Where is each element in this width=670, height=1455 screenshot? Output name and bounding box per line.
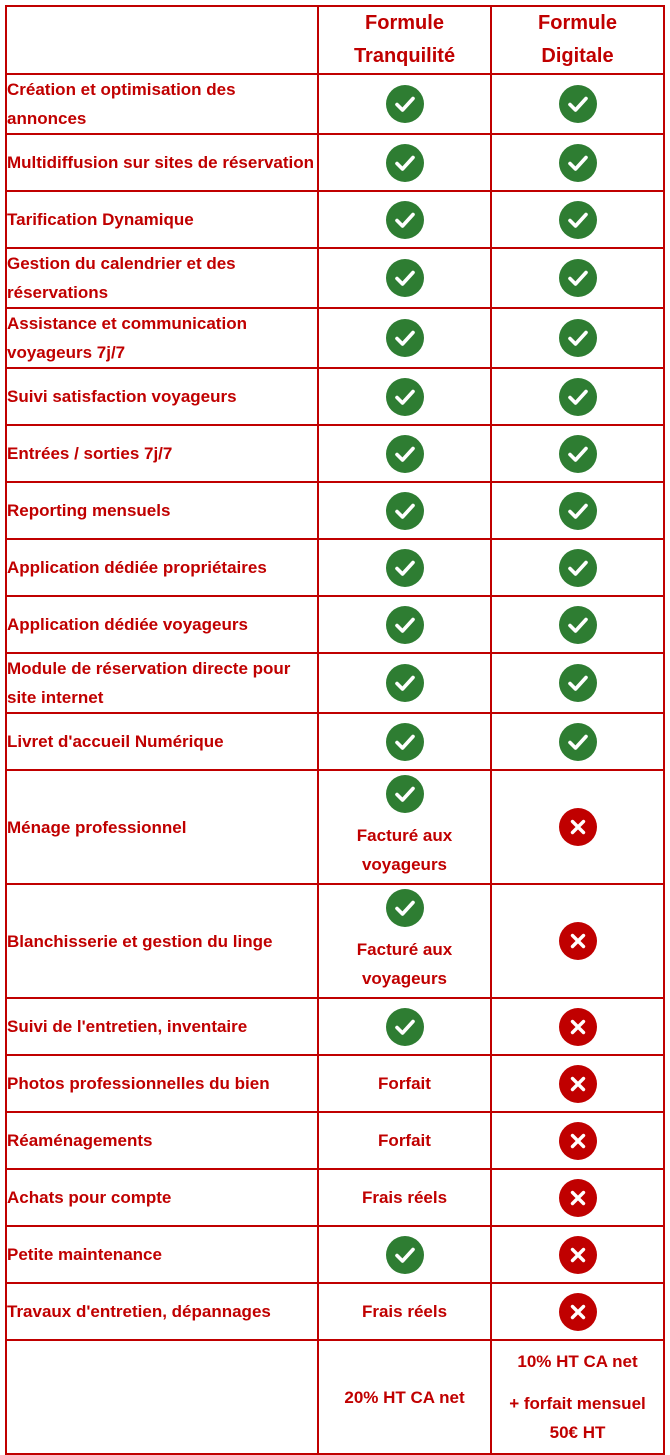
tranquilite-cell <box>318 74 491 134</box>
pricing-line: 50€ HT <box>549 1423 606 1442</box>
digitale-cell <box>491 134 664 191</box>
header-line: Digitale <box>541 45 614 67</box>
table-row <box>6 191 664 248</box>
table-row <box>6 770 664 884</box>
check-icon <box>559 606 597 644</box>
feature-label: Reporting mensuels <box>6 482 318 539</box>
digitale-cell <box>491 368 664 425</box>
cross-icon <box>559 1179 597 1217</box>
table-row <box>6 248 664 308</box>
tranquilite-cell <box>318 482 491 539</box>
cell-value-text: Forfait <box>378 1131 431 1150</box>
pricing-line: 10% HT CA net <box>517 1352 638 1371</box>
table-row <box>6 74 664 134</box>
table-row <box>6 596 664 653</box>
digitale-cell <box>491 998 664 1055</box>
table-row <box>6 884 664 998</box>
mark-with-note <box>319 775 490 879</box>
check-icon <box>559 723 597 761</box>
tranquilite-cell <box>318 884 491 998</box>
check-icon <box>386 259 424 297</box>
tranquilite-cell <box>318 653 491 713</box>
check-icon <box>386 201 424 239</box>
table-row <box>6 134 664 191</box>
digitale-cell <box>491 539 664 596</box>
cross-icon <box>559 1122 597 1160</box>
cell-value-text: Forfait <box>378 1074 431 1093</box>
tranquilite-cell <box>318 134 491 191</box>
table-row <box>6 1169 664 1226</box>
feature-label: Tarification Dynamique <box>6 191 318 248</box>
check-icon <box>386 378 424 416</box>
digitale-cell <box>491 425 664 482</box>
digitale-cell <box>491 596 664 653</box>
cell-note: Facturé aux <box>356 940 453 959</box>
feature-label: Assistance et communication voyageurs 7j/7 <box>6 308 318 368</box>
header-formule-digitale <box>491 6 664 74</box>
feature-label: Multidiffusion sur sites de réservation <box>6 134 318 191</box>
digitale-cell <box>491 1055 664 1112</box>
check-icon <box>559 144 597 182</box>
cross-icon <box>559 1008 597 1046</box>
header-line: Formule <box>538 12 617 34</box>
table-row <box>6 998 664 1055</box>
check-icon <box>559 549 597 587</box>
feature-label: Petite maintenance <box>6 1226 318 1283</box>
check-icon <box>386 664 424 702</box>
check-icon <box>559 259 597 297</box>
cell-note: voyageurs <box>361 855 448 874</box>
cell-value-text: Frais réels <box>361 1188 448 1207</box>
pricing-digitale <box>491 1340 664 1454</box>
tranquilite-cell <box>318 713 491 770</box>
check-icon <box>559 319 597 357</box>
check-icon <box>559 85 597 123</box>
digitale-cell <box>491 308 664 368</box>
header-formule-tranquilite <box>318 6 491 74</box>
table-row <box>6 368 664 425</box>
table-row <box>6 1226 664 1283</box>
check-icon <box>386 85 424 123</box>
digitale-cell <box>491 713 664 770</box>
feature-label: Gestion du calendrier et des réservations <box>6 248 318 308</box>
check-icon <box>559 664 597 702</box>
cell-note: voyageurs <box>361 969 448 988</box>
check-icon <box>559 201 597 239</box>
check-icon <box>386 435 424 473</box>
table-row <box>6 1283 664 1340</box>
check-icon <box>386 319 424 357</box>
feature-label: Suivi de l'entretien, inventaire <box>6 998 318 1055</box>
cell-value-text: Frais réels <box>361 1302 448 1321</box>
digitale-cell <box>491 482 664 539</box>
cross-icon <box>559 808 597 846</box>
table-row <box>6 1112 664 1169</box>
pricing-row <box>6 1340 664 1454</box>
tranquilite-cell <box>318 1226 491 1283</box>
feature-label: Achats pour compte <box>6 1169 318 1226</box>
tranquilite-cell <box>318 998 491 1055</box>
digitale-cell <box>491 1169 664 1226</box>
check-icon <box>386 889 424 927</box>
digitale-cell <box>491 74 664 134</box>
digitale-cell <box>491 653 664 713</box>
table-row <box>6 539 664 596</box>
digitale-cell <box>491 191 664 248</box>
check-icon <box>386 492 424 530</box>
mark-with-note <box>319 889 490 993</box>
feature-label: Ménage professionnel <box>6 770 318 884</box>
feature-label: Réaménagements <box>6 1112 318 1169</box>
feature-label: Application dédiée voyageurs <box>6 596 318 653</box>
tranquilite-cell <box>318 425 491 482</box>
tranquilite-cell <box>318 368 491 425</box>
check-icon <box>386 775 424 813</box>
feature-label: Entrées / sorties 7j/7 <box>6 425 318 482</box>
check-icon <box>559 378 597 416</box>
check-icon <box>386 606 424 644</box>
check-icon <box>386 1236 424 1274</box>
cell-note: Facturé aux <box>356 826 453 845</box>
tranquilite-cell <box>318 1055 491 1112</box>
header-line: Tranquilité <box>353 45 456 67</box>
header-line: Formule <box>365 12 444 34</box>
digitale-cell <box>491 1226 664 1283</box>
digitale-cell <box>491 1283 664 1340</box>
cross-icon <box>559 1065 597 1103</box>
feature-label: Module de réservation directe pour site internet <box>6 653 318 713</box>
tranquilite-cell <box>318 191 491 248</box>
check-icon <box>559 492 597 530</box>
tranquilite-cell <box>318 1283 491 1340</box>
tranquilite-cell <box>318 596 491 653</box>
tranquilite-cell <box>318 248 491 308</box>
tranquilite-cell <box>318 1169 491 1226</box>
digitale-cell <box>491 770 664 884</box>
tranquilite-cell <box>318 1112 491 1169</box>
check-icon <box>386 1008 424 1046</box>
feature-label: Blanchisserie et gestion du linge <box>6 884 318 998</box>
cross-icon <box>559 1293 597 1331</box>
table-row <box>6 482 664 539</box>
header-empty-cell <box>6 6 318 74</box>
digitale-cell <box>491 884 664 998</box>
digitale-cell <box>491 248 664 308</box>
cross-icon <box>559 922 597 960</box>
feature-label: Application dédiée propriétaires <box>6 539 318 596</box>
pricing-line: + forfait mensuel <box>509 1394 646 1413</box>
digitale-cell <box>491 1112 664 1169</box>
header-row <box>6 6 664 74</box>
table-row <box>6 308 664 368</box>
table-row <box>6 425 664 482</box>
pricing-tranquilite <box>318 1340 491 1454</box>
check-icon <box>386 723 424 761</box>
feature-label: Suivi satisfaction voyageurs <box>6 368 318 425</box>
cross-icon <box>559 1236 597 1274</box>
table-row <box>6 713 664 770</box>
check-icon <box>386 144 424 182</box>
table-row <box>6 1055 664 1112</box>
pricing-empty-cell <box>6 1340 318 1454</box>
comparison-table <box>5 5 665 1455</box>
tranquilite-cell <box>318 308 491 368</box>
feature-label: Photos professionnelles du bien <box>6 1055 318 1112</box>
check-icon <box>386 549 424 587</box>
pricing-line: 20% HT CA net <box>344 1387 465 1407</box>
tranquilite-cell <box>318 539 491 596</box>
feature-label: Travaux d'entretien, dépannages <box>6 1283 318 1340</box>
feature-label: Création et optimisation des annonces <box>6 74 318 134</box>
tranquilite-cell <box>318 770 491 884</box>
table-row <box>6 653 664 713</box>
check-icon <box>559 435 597 473</box>
feature-label: Livret d'accueil Numérique <box>6 713 318 770</box>
